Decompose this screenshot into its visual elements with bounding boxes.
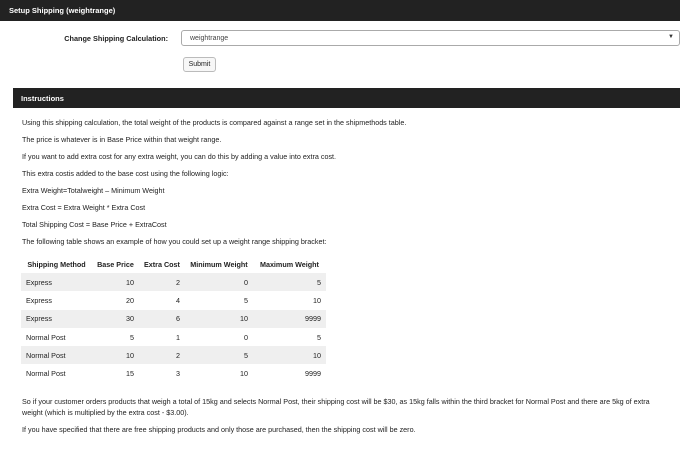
table-cell: 10	[185, 310, 253, 328]
table-cell: 2	[139, 346, 185, 364]
table-cell: 10	[253, 346, 326, 364]
table-row	[21, 364, 326, 382]
column-header: Shipping Method	[27, 260, 86, 269]
weight-range-table	[21, 256, 326, 383]
table-row	[21, 291, 326, 309]
example-paragraph: So if your customer orders products that weigh a total of 15kg and selects Normal Post, their shipping cost will be $30, as 15kg falls within the third bracket for Normal Post and there are 5kg of extra weight (which is multiplied by the extra cost - $3.00).	[22, 397, 650, 417]
formula-total-cost: Total Shipping Cost = Base Price + ExtraCost	[22, 220, 167, 229]
table-cell: 0	[185, 273, 253, 291]
instructions-title: Instructions	[21, 93, 64, 103]
table-cell: 9999	[253, 310, 326, 328]
table-cell: Express	[21, 273, 92, 291]
table-cell: Express	[26, 295, 52, 305]
column-header: Extra Cost	[144, 260, 180, 269]
column-header: Minimum Weight	[190, 260, 248, 269]
table-cell: 10	[92, 346, 139, 364]
table-cell: 5	[185, 346, 253, 364]
table-cell: 0	[243, 332, 248, 342]
instruction-paragraph: Using this shipping calculation, the total weight of the products is compared against a range set in the shipmethods table.	[22, 118, 407, 127]
table-cell: 5	[316, 332, 321, 342]
table-cell: 10	[92, 273, 139, 291]
free-shipping-note: If you have specified that there are free shipping products and only those are purchased, then the shipping cost will be zero.	[22, 425, 416, 434]
column-header: Maximum Weight	[259, 260, 319, 269]
shipping-calculation-select[interactable]	[181, 30, 680, 46]
page-header	[0, 0, 680, 21]
table-cell: Express	[21, 310, 92, 328]
table-cell: 6	[139, 310, 185, 328]
table-cell: Normal Post	[26, 332, 66, 342]
table-cell: 20	[126, 295, 134, 305]
shipping-calculation-value: weightrange	[190, 34, 229, 42]
instruction-paragraph: If you want to add extra cost for any extra weight, you can do this by adding a value into extra cost.	[22, 152, 337, 161]
table-cell: Normal Post	[26, 369, 66, 379]
table-cell: 4	[175, 295, 180, 305]
formula-extra-weight: Extra Weight=Totalweight – Minimum Weight	[22, 186, 165, 195]
table-cell: 10	[312, 295, 321, 305]
instructions-header	[13, 88, 680, 108]
table-row	[21, 328, 326, 346]
formula-extra-cost: Extra Cost = Extra Weight * Extra Cost	[22, 203, 146, 212]
table-cell: 3	[175, 369, 180, 379]
table-cell: 10	[239, 369, 248, 379]
table-cell: 5	[130, 332, 134, 342]
shipping-calculation-label: Change Shipping Calculation:	[64, 34, 168, 43]
table-row	[21, 310, 326, 328]
submit-button[interactable]: Submit	[183, 57, 216, 72]
page-title: Setup Shipping (weightrange)	[9, 6, 116, 15]
column-header: Base Price	[97, 260, 134, 269]
table-cell: 30	[92, 310, 139, 328]
table-cell: 5	[253, 273, 326, 291]
table-row	[21, 346, 326, 364]
table-row	[21, 273, 326, 291]
table-cell: 1	[175, 332, 180, 342]
table-cell: 9999	[304, 369, 321, 379]
table-header-row	[21, 256, 326, 273]
dropdown-arrow-icon: ▼	[668, 34, 674, 40]
table-cell: 5	[243, 295, 248, 305]
instruction-paragraph: This extra costis added to the base cost using the following logic:	[22, 169, 229, 178]
instruction-paragraph: The price is whatever is in Base Price within that weight range.	[22, 135, 222, 144]
table-cell: Normal Post	[21, 346, 92, 364]
table-cell: 15	[126, 369, 134, 379]
table-cell: 2	[139, 273, 185, 291]
instruction-paragraph: The following table shows an example of how you could set up a weight range shipping bracket:	[22, 237, 327, 246]
